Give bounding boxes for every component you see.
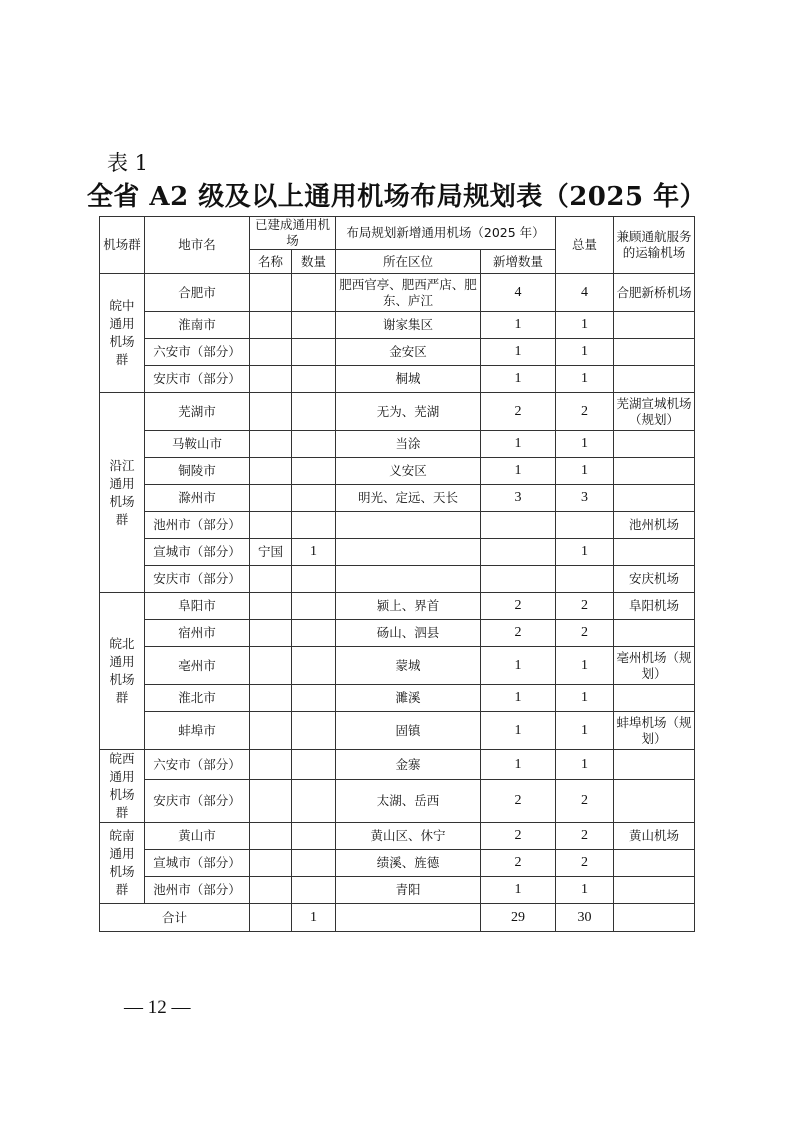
total-total: 30 xyxy=(556,904,614,932)
table-title: 全省 A2 级及以上通用机场布局规划表（2025 年） xyxy=(86,182,707,212)
transport-cell xyxy=(614,877,695,904)
table-row xyxy=(100,512,695,539)
built-name-cell xyxy=(250,685,292,712)
city-cell: 宿州市 xyxy=(145,620,250,647)
built-name-cell xyxy=(250,274,292,312)
built-name-cell xyxy=(250,823,292,850)
transport-cell xyxy=(614,312,695,339)
built-count-cell xyxy=(292,339,336,366)
transport-cell xyxy=(614,539,695,566)
location-cell: 义安区 xyxy=(336,458,481,485)
built-name-cell xyxy=(250,312,292,339)
group-name: 皖南通用机场群 xyxy=(100,823,145,904)
location-cell: 无为、芜湖 xyxy=(336,393,481,431)
built-name-cell xyxy=(250,750,292,780)
total-cell: 2 xyxy=(556,620,614,647)
table-row xyxy=(100,750,695,780)
new-count-cell: 2 xyxy=(481,393,556,431)
header-total: 总量 xyxy=(556,217,614,274)
city-cell: 芜湖市 xyxy=(145,393,250,431)
table-row xyxy=(100,647,695,685)
built-count-cell xyxy=(292,366,336,393)
table-row xyxy=(100,539,695,566)
built-count-cell xyxy=(292,685,336,712)
header-city: 地市名 xyxy=(145,217,250,274)
transport-cell xyxy=(614,366,695,393)
location-cell: 砀山、泗县 xyxy=(336,620,481,647)
built-name-cell xyxy=(250,593,292,620)
table-row xyxy=(100,339,695,366)
table-row xyxy=(100,620,695,647)
built-count-cell xyxy=(292,823,336,850)
new-count-cell: 2 xyxy=(481,780,556,823)
new-count-cell xyxy=(481,539,556,566)
transport-cell: 池州机场 xyxy=(614,512,695,539)
built-name-cell: 宁国 xyxy=(250,539,292,566)
location-cell: 金寨 xyxy=(336,750,481,780)
location-cell: 太湖、岳西 xyxy=(336,780,481,823)
header-planned-count: 新增数量 xyxy=(481,250,556,274)
built-name-cell xyxy=(250,339,292,366)
city-cell: 池州市（部分） xyxy=(145,877,250,904)
group-name: 皖北通用机场群 xyxy=(100,593,145,750)
transport-cell: 蚌埠机场（规划） xyxy=(614,712,695,750)
total-cell: 3 xyxy=(556,485,614,512)
transport-cell xyxy=(614,485,695,512)
total-label: 合计 xyxy=(100,904,250,932)
built-count-cell xyxy=(292,566,336,593)
city-cell: 宣城市（部分） xyxy=(145,539,250,566)
city-cell: 安庆市（部分） xyxy=(145,366,250,393)
total-cell: 1 xyxy=(556,431,614,458)
transport-cell: 亳州机场（规划） xyxy=(614,647,695,685)
transport-cell: 合肥新桥机场 xyxy=(614,274,695,312)
transport-cell xyxy=(614,339,695,366)
city-cell: 六安市（部分） xyxy=(145,339,250,366)
table-row xyxy=(100,393,695,431)
location-cell: 黄山区、休宁 xyxy=(336,823,481,850)
total-cell: 1 xyxy=(556,712,614,750)
location-cell: 肥西官亭、肥西严店、肥东、庐江 xyxy=(336,274,481,312)
total-cell: 2 xyxy=(556,593,614,620)
total-cell: 2 xyxy=(556,823,614,850)
header-built: 已建成通用机场 xyxy=(250,217,336,250)
location-cell: 颍上、界首 xyxy=(336,593,481,620)
new-count-cell: 1 xyxy=(481,877,556,904)
total-cell: 1 xyxy=(556,539,614,566)
city-cell: 淮南市 xyxy=(145,312,250,339)
total-built-count: 1 xyxy=(292,904,336,932)
built-name-cell xyxy=(250,431,292,458)
built-count-cell xyxy=(292,647,336,685)
new-count-cell: 1 xyxy=(481,750,556,780)
transport-cell: 阜阳机场 xyxy=(614,593,695,620)
new-count-cell: 1 xyxy=(481,685,556,712)
city-cell: 池州市（部分） xyxy=(145,512,250,539)
total-cell: 1 xyxy=(556,685,614,712)
total-cell: 1 xyxy=(556,339,614,366)
table-row xyxy=(100,685,695,712)
location-cell: 桐城 xyxy=(336,366,481,393)
total-cell: 4 xyxy=(556,274,614,312)
built-name-cell xyxy=(250,712,292,750)
total-cell: 1 xyxy=(556,647,614,685)
location-cell: 金安区 xyxy=(336,339,481,366)
new-count-cell: 1 xyxy=(481,366,556,393)
built-name-cell xyxy=(250,458,292,485)
location-cell: 固镇 xyxy=(336,712,481,750)
table-label: 表 1 xyxy=(107,151,149,175)
transport-cell xyxy=(614,750,695,780)
table-row xyxy=(100,566,695,593)
header-transport: 兼顾通航服务的运输机场 xyxy=(614,217,695,274)
new-count-cell xyxy=(481,512,556,539)
built-name-cell xyxy=(250,877,292,904)
built-name-cell xyxy=(250,512,292,539)
city-cell: 亳州市 xyxy=(145,647,250,685)
total-cell: 1 xyxy=(556,750,614,780)
total-cell: 1 xyxy=(556,877,614,904)
total-cell xyxy=(556,566,614,593)
table-row xyxy=(100,780,695,823)
new-count-cell: 4 xyxy=(481,274,556,312)
new-count-cell: 3 xyxy=(481,485,556,512)
table-row xyxy=(100,712,695,750)
table-row xyxy=(100,312,695,339)
total-cell xyxy=(556,512,614,539)
new-count-cell: 1 xyxy=(481,712,556,750)
group-name: 皖中通用机场群 xyxy=(100,274,145,393)
city-cell: 安庆市（部分） xyxy=(145,780,250,823)
transport-cell xyxy=(614,458,695,485)
city-cell: 六安市（部分） xyxy=(145,750,250,780)
header-built-count: 数量 xyxy=(292,250,336,274)
built-name-cell xyxy=(250,647,292,685)
location-cell xyxy=(336,512,481,539)
table-row xyxy=(100,823,695,850)
transport-cell xyxy=(614,780,695,823)
city-cell: 安庆市（部分） xyxy=(145,566,250,593)
total-built-name-cell xyxy=(250,904,292,932)
new-count-cell: 2 xyxy=(481,593,556,620)
total-transport-cell xyxy=(614,904,695,932)
built-name-cell xyxy=(250,620,292,647)
city-cell: 铜陵市 xyxy=(145,458,250,485)
location-cell xyxy=(336,566,481,593)
city-cell: 淮北市 xyxy=(145,685,250,712)
table-row xyxy=(100,485,695,512)
built-name-cell xyxy=(250,566,292,593)
built-count-cell xyxy=(292,458,336,485)
table-row xyxy=(100,274,695,312)
transport-cell: 芜湖宣城机场（规划） xyxy=(614,393,695,431)
city-cell: 蚌埠市 xyxy=(145,712,250,750)
header-planned-location: 所在区位 xyxy=(336,250,481,274)
table-body xyxy=(100,274,695,932)
transport-cell: 安庆机场 xyxy=(614,566,695,593)
built-count-cell xyxy=(292,512,336,539)
location-cell xyxy=(336,539,481,566)
transport-cell xyxy=(614,620,695,647)
new-count-cell: 2 xyxy=(481,620,556,647)
city-cell: 马鞍山市 xyxy=(145,431,250,458)
total-cell: 1 xyxy=(556,312,614,339)
city-cell: 阜阳市 xyxy=(145,593,250,620)
table-row xyxy=(100,593,695,620)
group-name: 沿江通用机场群 xyxy=(100,393,145,593)
total-new-count: 29 xyxy=(481,904,556,932)
built-count-cell xyxy=(292,312,336,339)
total-row xyxy=(100,904,695,932)
new-count-cell: 1 xyxy=(481,647,556,685)
total-cell: 2 xyxy=(556,780,614,823)
table-row xyxy=(100,431,695,458)
table-row xyxy=(100,458,695,485)
built-count-cell xyxy=(292,485,336,512)
built-count-cell xyxy=(292,750,336,780)
built-count-cell xyxy=(292,877,336,904)
city-cell: 滁州市 xyxy=(145,485,250,512)
built-name-cell xyxy=(250,780,292,823)
location-cell: 青阳 xyxy=(336,877,481,904)
total-cell: 1 xyxy=(556,366,614,393)
page-number: — 12 — xyxy=(124,997,191,1018)
transport-cell xyxy=(614,431,695,458)
built-count-cell xyxy=(292,431,336,458)
built-count-cell xyxy=(292,593,336,620)
built-count-cell xyxy=(292,780,336,823)
location-cell: 谢家集区 xyxy=(336,312,481,339)
built-count-cell: 1 xyxy=(292,539,336,566)
new-count-cell: 2 xyxy=(481,823,556,850)
built-count-cell xyxy=(292,850,336,877)
table-row xyxy=(100,366,695,393)
built-count-cell xyxy=(292,620,336,647)
header-built-name: 名称 xyxy=(250,250,292,274)
total-cell: 2 xyxy=(556,393,614,431)
location-cell: 当涂 xyxy=(336,431,481,458)
built-count-cell xyxy=(292,712,336,750)
new-count-cell: 1 xyxy=(481,339,556,366)
built-name-cell xyxy=(250,850,292,877)
city-cell: 合肥市 xyxy=(145,274,250,312)
built-name-cell xyxy=(250,393,292,431)
header-group: 机场群 xyxy=(100,217,145,274)
new-count-cell: 1 xyxy=(481,312,556,339)
location-cell: 明光、定远、天长 xyxy=(336,485,481,512)
city-cell: 黄山市 xyxy=(145,823,250,850)
location-cell: 濉溪 xyxy=(336,685,481,712)
transport-cell xyxy=(614,850,695,877)
built-count-cell xyxy=(292,274,336,312)
built-name-cell xyxy=(250,485,292,512)
new-count-cell: 1 xyxy=(481,431,556,458)
location-cell: 蒙城 xyxy=(336,647,481,685)
new-count-cell: 2 xyxy=(481,850,556,877)
built-count-cell xyxy=(292,393,336,431)
table-row xyxy=(100,877,695,904)
city-cell: 宣城市（部分） xyxy=(145,850,250,877)
built-name-cell xyxy=(250,366,292,393)
new-count-cell: 1 xyxy=(481,458,556,485)
total-location-cell xyxy=(336,904,481,932)
transport-cell xyxy=(614,685,695,712)
transport-cell: 黄山机场 xyxy=(614,823,695,850)
total-cell: 1 xyxy=(556,458,614,485)
location-cell: 绩溪、旌德 xyxy=(336,850,481,877)
table-row xyxy=(100,850,695,877)
header-planned: 布局规划新增通用机场（2025 年） xyxy=(336,217,556,250)
airport-plan-table xyxy=(99,216,695,932)
new-count-cell xyxy=(481,566,556,593)
group-name: 皖西通用机场群 xyxy=(100,750,145,823)
total-cell: 2 xyxy=(556,850,614,877)
